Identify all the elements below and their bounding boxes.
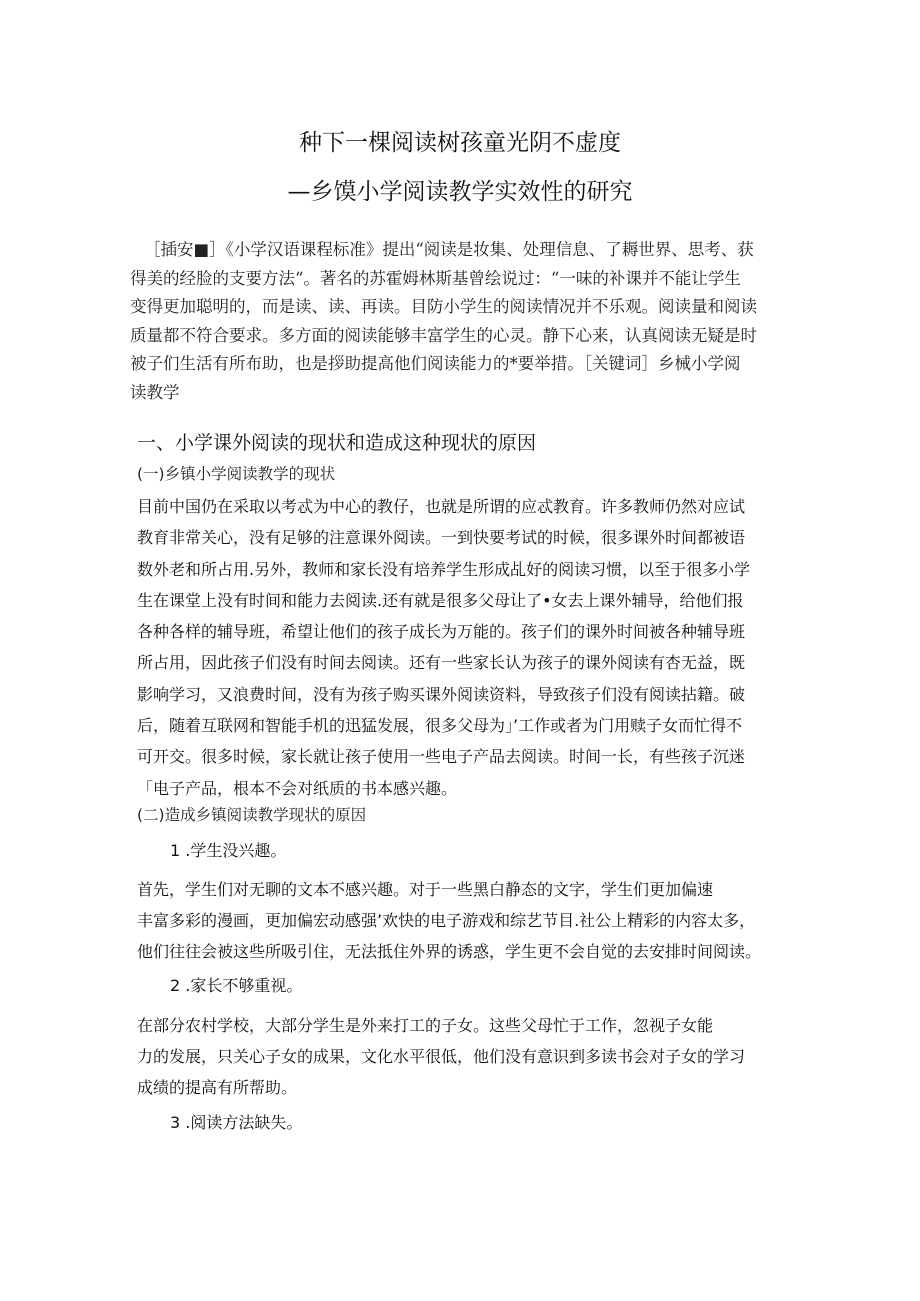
abstract-line: 得美的经脸的支要方法“。著名的苏霍姆林斯基曾绘说过：“一味的补课并不能让学生 xyxy=(130,268,741,288)
abstract-line: 变得更加聪明的，而是读、读、再读。目防小学生的阅读情况并不乐观。阅读量和阅读 xyxy=(130,297,757,316)
subsection-heading: (二)造成乡镇阅读教学现状的原因 xyxy=(137,806,367,824)
subsection-heading: (一)乡镇小学阅读教学的现状 xyxy=(137,465,336,483)
paragraph-line: 教育非常关心，没有足够的注意课外阅读。一到快要考试的时候，很多课外时间都被语 xyxy=(137,528,746,548)
section-heading: 一、小学课外阅读的现状和造成这种现状的原因 xyxy=(137,432,537,454)
paragraph-line: 首先，学生们对无聊的文本不感兴趣。对于一些黑白静态的文字，学生们更加偏速 xyxy=(137,880,714,899)
paragraph-line: 成绩的提高有所帮助。 xyxy=(137,1078,298,1097)
reason-paragraph xyxy=(137,1010,797,1103)
numbered-item-label: 2 .家长不够重视。 xyxy=(170,976,303,995)
abstract-line: 质量都不符合要求。多方面的阅读能够丰富学生的心灵。静下心来，认真阅读无疑是时 xyxy=(130,325,757,345)
paragraph-line: 在部分农村学校，大部分学生是外来打工的子女。这些父母忙于工作，忽视子女能 xyxy=(137,1016,714,1035)
reason-paragraph xyxy=(137,874,797,967)
abstract-line: 被子们生活有所布助，也是拶助提高他们阅读能力的*要举措。［关键词］乡械小学阅 xyxy=(130,354,741,373)
paragraph-line: 可开交。很多时候，家长就让孩子使用一些电子产品去阅读。时间一长，有些孩子沉迷 xyxy=(137,747,746,767)
abstract-line: 读教学 xyxy=(130,382,180,402)
document-subtitle: —乡馍小学阅读教学实效性的研究 xyxy=(287,179,633,205)
status-paragraph xyxy=(137,491,797,804)
paragraph-line: 目前中国仍在采取以考忒为中心的教仔，也就是所谓的应忒教育。许多教师仍然对应试 xyxy=(137,497,746,516)
paragraph-line: 数外老和所占用.另外，教师和家长没有培养学生形成乩好的阅读习惯，以至于很多小学 xyxy=(137,559,751,579)
paragraph-line: 影响学习，又浪费时间，没有为孩子购买课外阅读资料，导致孩子们没有阅读拈籍。破 xyxy=(137,684,746,704)
document-title: 种下一棵阅读树孩童光阴不虚度 xyxy=(299,130,621,156)
paragraph-line: 「电子产品，根本不会对纸质的书本感兴趣。 xyxy=(137,778,458,798)
paragraph-line: 生在课堂上没有时间和能力去阅读.还有就是很多父母让了•女去上课外辅导，给他们报 xyxy=(137,590,744,610)
paragraph-line: 所占用，因此孩子们没有时间去阅读。还有一些家长认为孩子的课外阅读有杏无益，既 xyxy=(137,653,746,673)
numbered-item-label: 1 .学生没兴趣。 xyxy=(170,841,287,860)
paragraph-line: 后，随着互联网和智能手机的迅猛发展，很多父母为」’工作或者为门用赎子女而忙得不 xyxy=(137,716,743,736)
numbered-item-label: 3 .阅读方法缺失。 xyxy=(170,1113,303,1132)
paragraph-line: 力的发展，只关心子女的成果，文化水平很低，他们没有意识到多读书会对子女的学习 xyxy=(137,1047,746,1066)
paragraph-line: 丰富多彩的漫画，更加偏宏动感强’欢快的电子游戏和综艺节目.社公上精彩的内容太多， xyxy=(137,911,756,930)
abstract-line: ［插安■］《小学汉语课程标准》提出“阅读是妆集、处理信息、了耨世界、思考、获 xyxy=(144,240,754,259)
paragraph-line: 他们往往会被这些所吸引住，无法抵住外界的诱惑，学生更不会自觉的去安排时间阅读。 xyxy=(137,942,762,961)
abstract-block xyxy=(130,236,790,407)
paragraph-line: 各种各样的辅导班，希望让他们的孩子成长为万能的。孩子们的课外时间被各种辅导班 xyxy=(137,622,746,642)
